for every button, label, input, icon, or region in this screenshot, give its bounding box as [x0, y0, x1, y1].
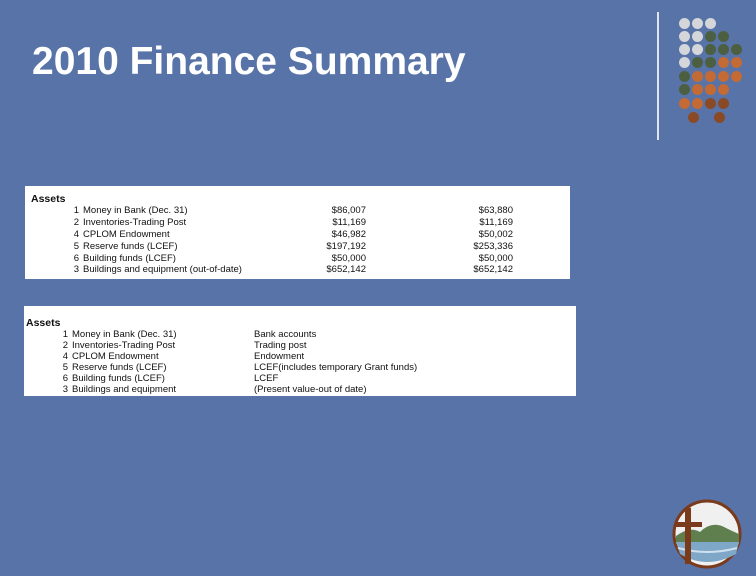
dot	[692, 84, 703, 95]
row-note: (Present value-out of date)	[254, 384, 367, 395]
dot	[705, 71, 716, 82]
row-item: Buildings and equipment (out-of-date)	[83, 264, 242, 275]
dot	[705, 84, 716, 95]
row-item: Reserve funds (LCEF)	[72, 362, 167, 373]
table-row	[25, 264, 570, 276]
row-item: Inventories-Trading Post	[83, 217, 187, 228]
row-number: 3	[73, 264, 79, 275]
row-note: Trading post	[254, 340, 307, 351]
slide-title: 2010 Finance Summary	[32, 40, 466, 83]
dot	[679, 57, 690, 68]
dot	[679, 71, 690, 82]
table-row	[25, 229, 570, 241]
table-row	[24, 373, 576, 384]
row-number: 5	[73, 241, 79, 252]
dot	[718, 98, 729, 109]
dot	[688, 112, 699, 123]
dot	[705, 57, 716, 68]
row-number: 1	[73, 205, 79, 216]
dot	[714, 112, 725, 123]
dot	[679, 44, 690, 55]
dot	[692, 18, 703, 29]
row-number: 4	[73, 229, 79, 240]
dot	[718, 84, 729, 95]
row-item: CPLOM Endowment	[72, 351, 159, 362]
vertical-divider	[657, 12, 659, 140]
cross-landscape-logo-icon	[670, 498, 742, 570]
row-value-1: $11,169	[332, 217, 366, 228]
dot	[679, 84, 690, 95]
table-heading: Assets	[31, 193, 66, 205]
dot	[692, 44, 703, 55]
table-row	[25, 205, 570, 217]
row-item: Money in Bank (Dec. 31)	[83, 205, 188, 216]
row-item: Money in Bank (Dec. 31)	[72, 329, 177, 340]
dot	[692, 31, 703, 42]
row-item: Building funds (LCEF)	[83, 253, 176, 264]
dot	[718, 57, 729, 68]
table-row	[24, 384, 576, 395]
dot	[731, 57, 742, 68]
row-item: Buildings and equipment	[72, 384, 177, 395]
dot	[718, 44, 729, 55]
row-number: 2	[73, 217, 79, 228]
row-note: Endowment	[254, 351, 305, 362]
row-note: LCEF	[254, 373, 279, 384]
row-value-2: $50,002	[478, 229, 513, 240]
table-row	[24, 351, 576, 362]
row-value-2: $11,169	[479, 217, 513, 228]
row-number: 6	[73, 253, 79, 264]
dot	[731, 71, 742, 82]
row-number: 3	[62, 384, 68, 395]
dot	[718, 31, 729, 42]
row-value-1: $652,142	[326, 264, 366, 275]
row-number: 2	[62, 340, 68, 351]
row-value-1: $197,192	[326, 241, 366, 252]
table-row	[24, 340, 576, 351]
row-value-2: $253,336	[473, 241, 513, 252]
table-row	[24, 362, 576, 373]
dot	[705, 44, 716, 55]
dot	[679, 31, 690, 42]
dot	[705, 31, 716, 42]
row-item: CPLOM Endowment	[83, 229, 170, 240]
dot	[692, 98, 703, 109]
row-item: Inventories-Trading Post	[72, 340, 176, 351]
dot	[692, 57, 703, 68]
dot	[679, 98, 690, 109]
assets-sources-table	[24, 306, 576, 396]
table-row	[25, 241, 570, 253]
row-value-1: $46,982	[331, 229, 366, 240]
row-item: Reserve funds (LCEF)	[83, 241, 178, 252]
dot	[705, 18, 716, 29]
row-number: 1	[62, 329, 68, 340]
row-number: 5	[62, 362, 68, 373]
dot	[692, 71, 703, 82]
row-value-2: $63,880	[478, 205, 513, 216]
dot	[705, 98, 716, 109]
dot	[718, 71, 729, 82]
row-item: Building funds (LCEF)	[72, 373, 165, 384]
row-value-1: $50,000	[331, 253, 366, 264]
assets-values-table	[25, 186, 570, 279]
table-row	[24, 329, 576, 340]
row-number: 6	[62, 373, 68, 384]
row-value-2: $652,142	[473, 264, 513, 275]
table-heading: Assets	[26, 317, 61, 329]
table-row	[25, 217, 570, 229]
row-value-2: $50,000	[478, 253, 513, 264]
dot	[679, 18, 690, 29]
row-number: 4	[62, 351, 68, 362]
row-value-1: $86,007	[331, 205, 366, 216]
row-note: LCEF(includes temporary Grant funds)	[254, 362, 418, 373]
dot	[731, 44, 742, 55]
row-note: Bank accounts	[254, 329, 317, 340]
